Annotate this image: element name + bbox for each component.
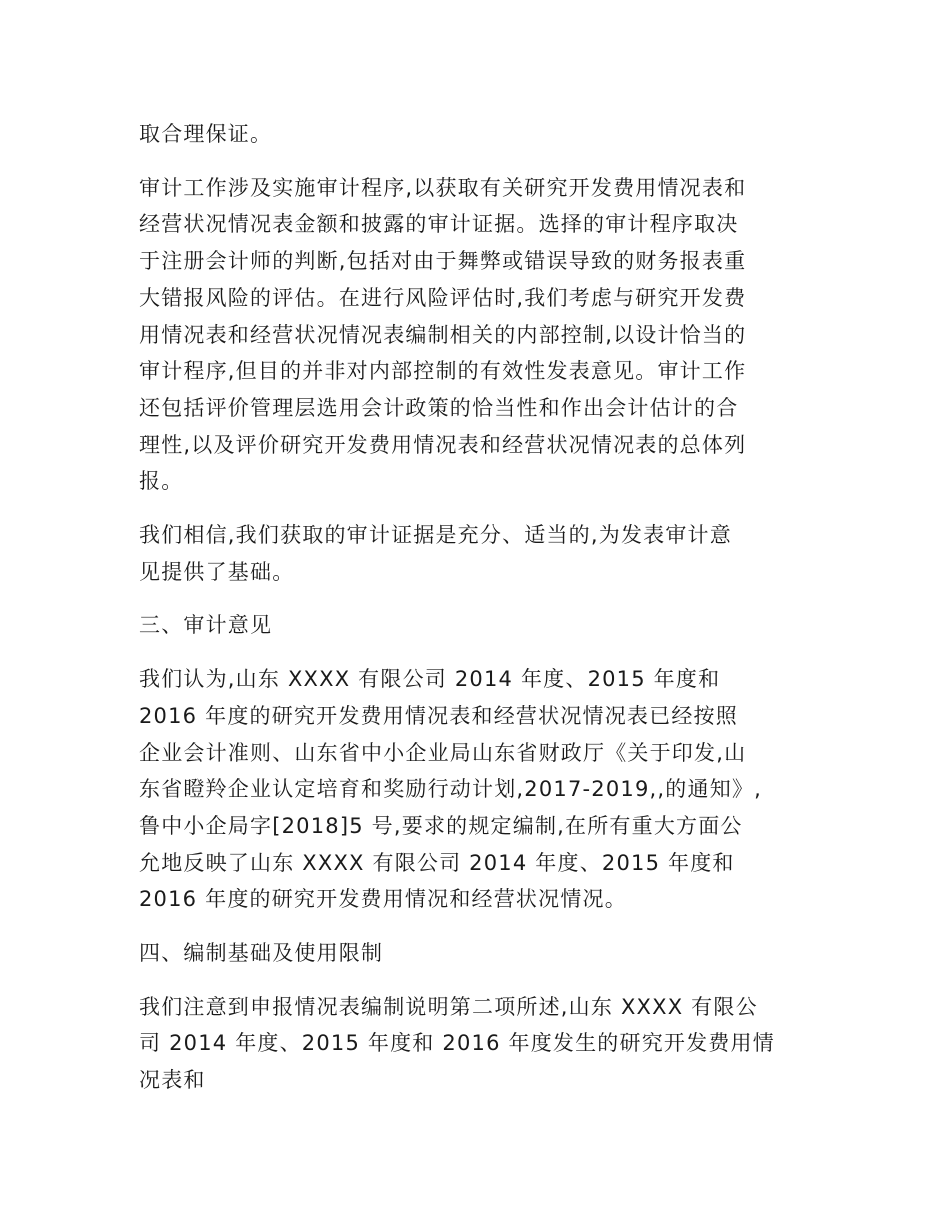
text-line: 我们认为,山东 XXXX 有限公司 2014 年度、2015 年度和 xyxy=(139,667,721,692)
paragraph-gap xyxy=(139,644,839,661)
text-line: 报。 xyxy=(139,469,184,494)
paragraph-gap xyxy=(139,972,839,989)
paragraph-gap xyxy=(139,500,839,517)
text-line: 三、审计意见 xyxy=(139,613,273,638)
text-line: 还包括评价管理层选用会计政策的恰当性和作出会计估计的合 xyxy=(139,395,739,420)
text-line: 大错报风险的评估。在进行风险评估时,我们考虑与研究开发费 xyxy=(139,285,747,310)
text-line: 四、编制基础及使用限制 xyxy=(139,941,384,966)
text-line: 司 2014 年度、2015 年度和 2016 年度发生的研究开发费用情 xyxy=(139,1031,775,1056)
text-line: 况表和 xyxy=(139,1068,206,1093)
paragraph-gap xyxy=(139,590,839,607)
text-line: 经营状况情况表金额和披露的审计证据。选择的审计程序取决 xyxy=(139,212,739,237)
text-line: 审计程序,但目的并非对内部控制的有效性发表意见。审计工作 xyxy=(139,359,747,384)
section-heading-audit-opinion xyxy=(139,607,839,644)
text-line: 审计工作涉及实施审计程序,以获取有关研究开发费用情况表和 xyxy=(139,175,747,200)
text-line: 企业会计准则、山东省中小企业局山东省财政厅《关于印发,山 xyxy=(139,740,747,765)
text-line: 2016 年度的研究开发费用情况表和经营状况情况表已经按照 xyxy=(139,703,738,728)
text-line: 见提供了基础。 xyxy=(139,559,295,584)
text-line: 东省瞪羚企业认定培育和奖励行动计划,2017-2019,,的通知》, xyxy=(139,777,762,802)
text-line: 允地反映了山东 XXXX 有限公司 2014 年度、2015 年度和 xyxy=(139,850,735,875)
paragraph-basis-note xyxy=(139,989,839,1099)
text-line: 我们相信,我们获取的审计证据是充分、适当的,为发表审计意 xyxy=(139,523,732,548)
paragraph-gap xyxy=(139,918,839,935)
paragraph-assurance-end xyxy=(139,116,839,153)
text-line: 2016 年度的研究开发费用情况和经营状况情况。 xyxy=(139,887,627,912)
paragraph-opinion xyxy=(139,661,839,918)
section-heading-basis-restriction xyxy=(139,935,839,972)
paragraph-gap xyxy=(139,153,839,170)
text-line: 我们注意到申报情况表编制说明第二项所述,山东 XXXX 有限公 xyxy=(139,994,758,1019)
paragraph-evidence-basis xyxy=(139,517,839,590)
document-page xyxy=(139,116,839,1099)
paragraph-audit-work xyxy=(139,170,839,500)
text-line: 于注册会计师的判断,包括对由于舞弊或错误导致的财务报表重 xyxy=(139,249,747,274)
text-line: 用情况表和经营状况情况表编制相关的内部控制,以设计恰当的 xyxy=(139,322,747,347)
text-line: 鲁中小企局字[2018]5 号,要求的规定编制,在所有重大方面公 xyxy=(139,813,743,838)
text-line: 理性,以及评价研究开发费用情况表和经营状况情况表的总体列 xyxy=(139,432,747,457)
text-line: 取合理保证。 xyxy=(139,122,273,146)
